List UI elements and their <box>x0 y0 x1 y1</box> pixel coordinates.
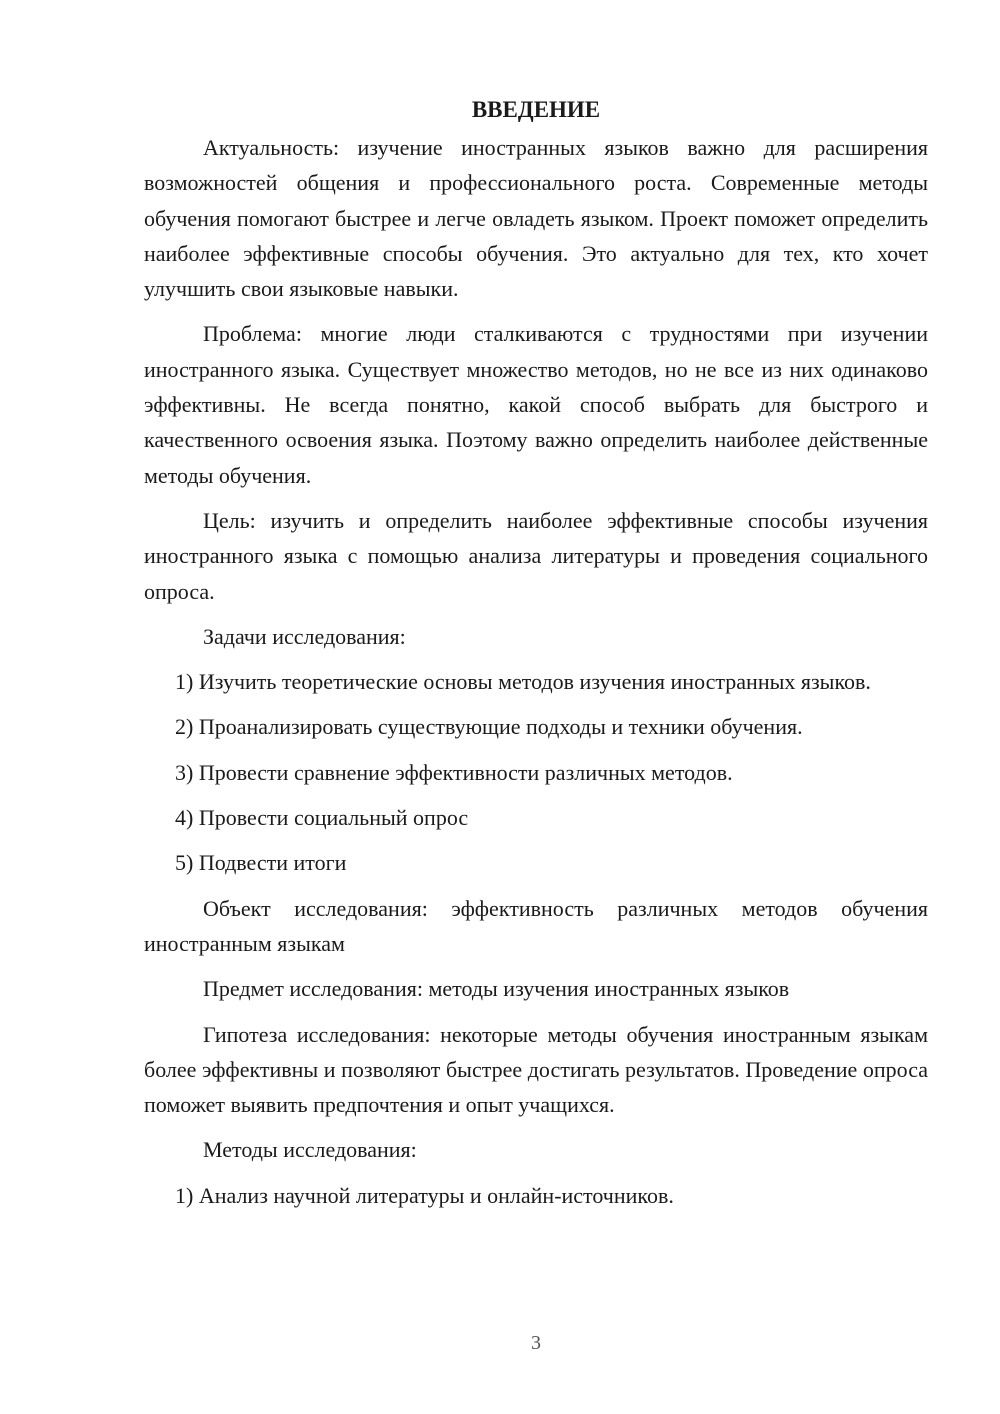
methods-heading: Методы исследования: <box>203 1137 417 1163</box>
hypothesis-paragraph: Гипотеза исследования: некоторые методы обучения иностранным языкам более эффективны и позволяют быстрее достигать результатов. Проведение опроса поможет выявить предпочтения и опыт учащихся. <box>144 1021 928 1118</box>
task-item-4: 4) Провести социальный опрос <box>175 805 469 831</box>
relevance-paragraph: Актуальность: изучение иностранных языков важно для расширения возможностей общения и профессионального роста. Современные методы обучения помогают быстрее и легче овладеть языком. Проект поможет определить наиболее эффективные способы обучения. Это актуально для тех, кто хочет улучшить свои языковые навыки. <box>144 135 928 302</box>
method-item-1: 1) Анализ научной литературы и онлайн-источников. <box>175 1182 674 1208</box>
section-title: ВВЕДЕНИЕ <box>471 97 601 122</box>
tasks-heading: Задачи исследования: <box>203 623 406 649</box>
object-paragraph: Объект исследования: эффективность различных методов обучения иностранным языкам <box>144 895 928 956</box>
task-item-2: 2) Проанализировать существующие подходы и техники обучения. <box>175 714 803 740</box>
goal-paragraph: Цель: изучить и определить наиболее эффективные способы изучения иностранного языка с помощью анализа литературы и проведения социального опроса. <box>144 507 928 604</box>
page-number: 3 <box>531 1332 541 1354</box>
document-page <box>144 94 928 1223</box>
task-item-1: 1) Изучить теоретические основы методов изучения иностранных языков. <box>175 669 871 695</box>
task-item-5: 5) Подвести итоги <box>175 850 347 876</box>
task-item-3: 3) Провести сравнение эффективности различных методов. <box>175 759 733 785</box>
subject-paragraph: Предмет исследования: методы изучения иностранных языков <box>203 976 790 1002</box>
problem-paragraph: Проблема: многие люди сталкиваются с трудностями при изучении иностранного языка. Существует множество методов, но не все из них одинаково эффективны. Не всегда понятно, какой способ выбрать для быстрого и качественного освоения языка. Поэтому важно определить наиболее действенные методы обучения. <box>144 321 928 488</box>
